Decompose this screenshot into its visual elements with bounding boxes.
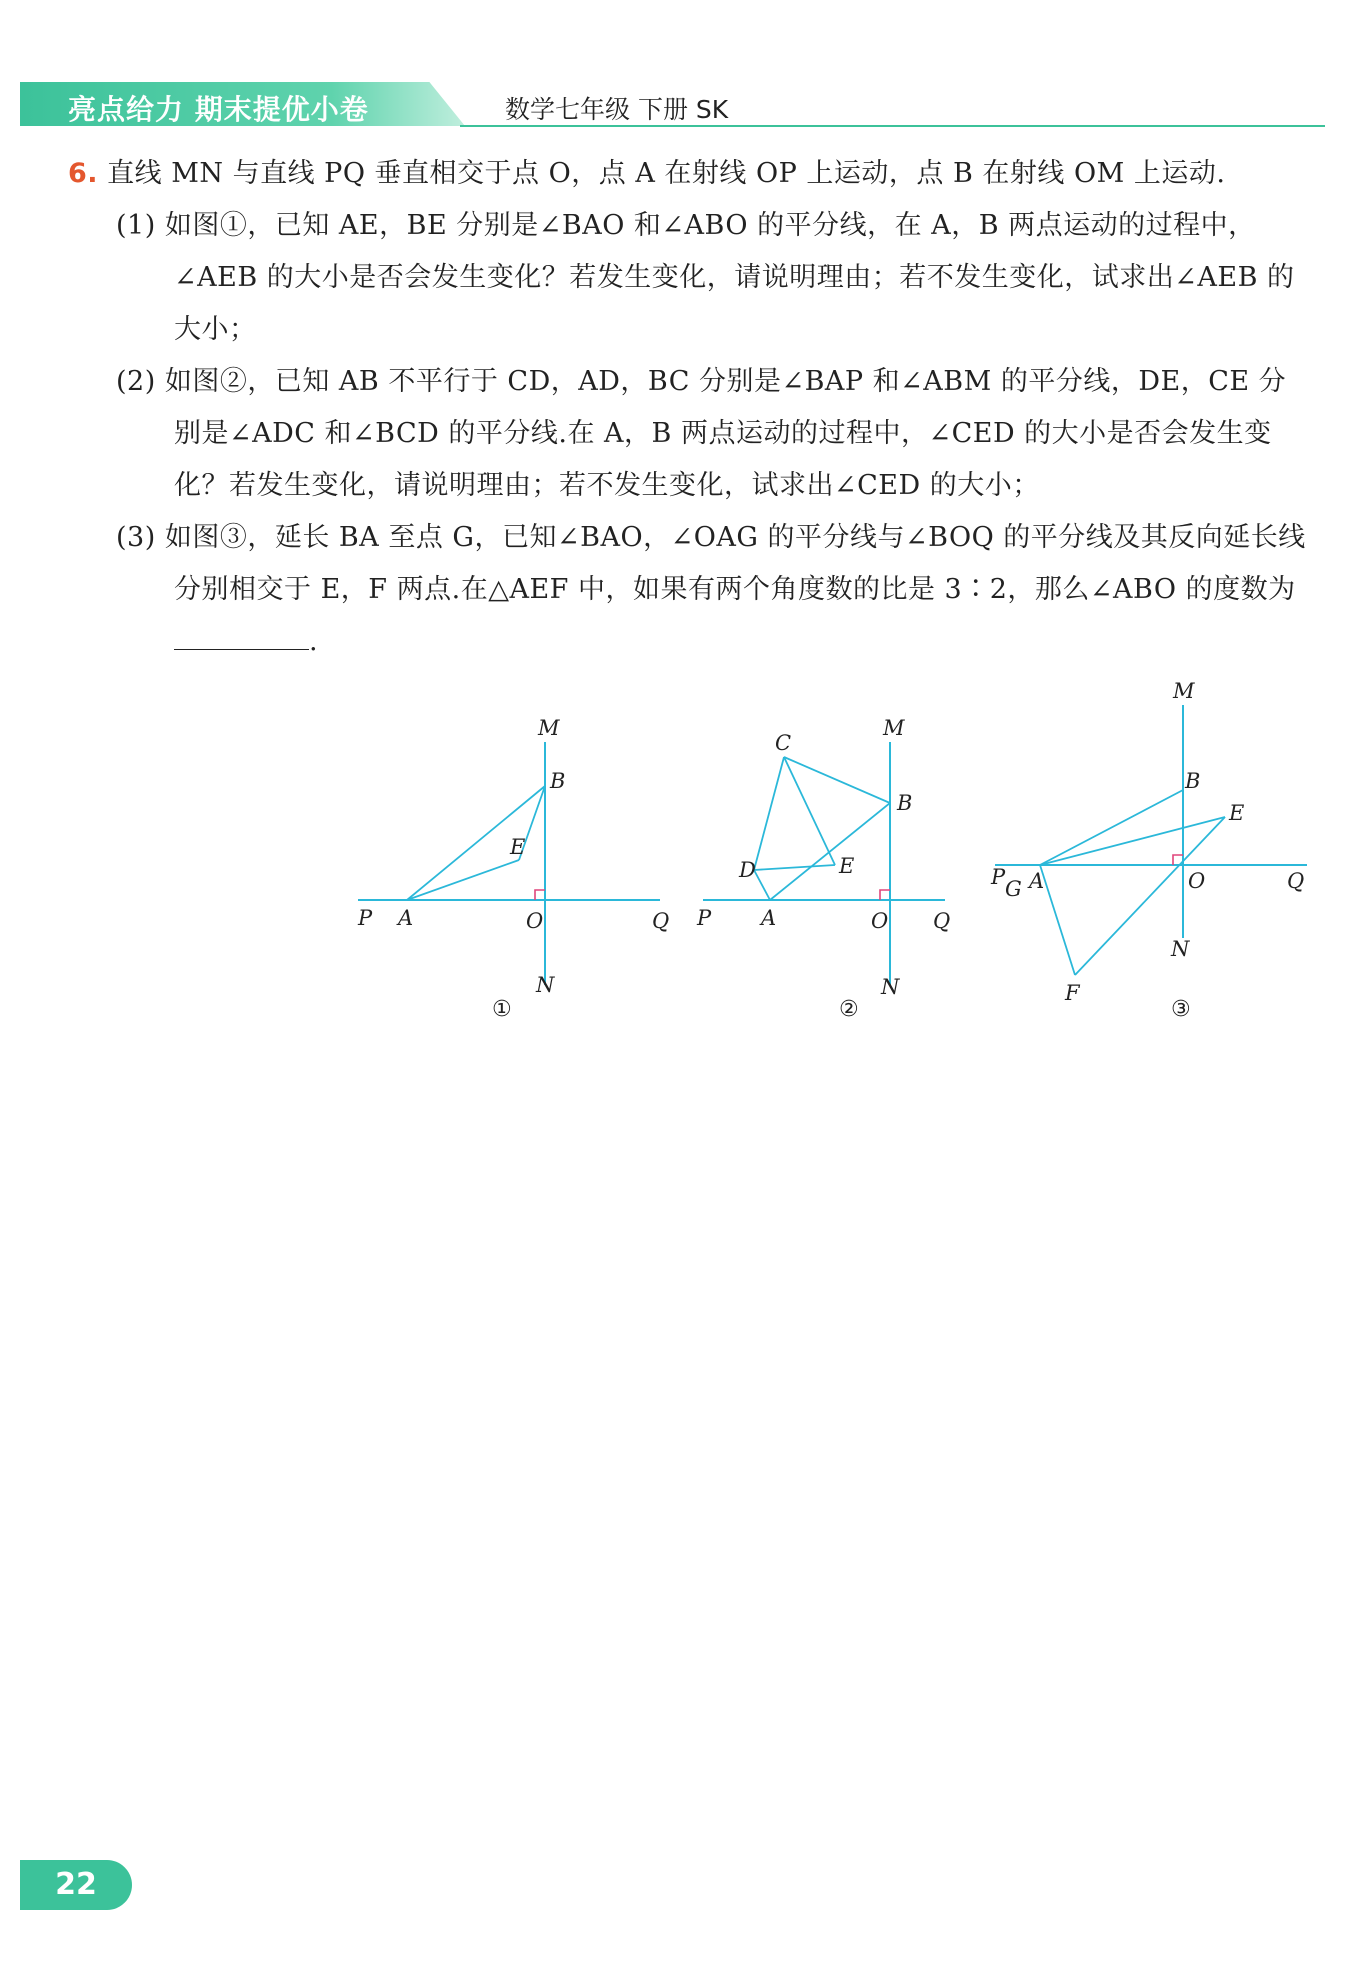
label-b: B — [897, 791, 913, 815]
label-o: O — [526, 909, 544, 933]
label-c: C — [775, 731, 792, 755]
stem-text: 直线 MN 与直线 PQ 垂直相交于点 O，点 A 在射线 OP 上运动，点 B 在射线 OM 上运动. — [107, 158, 1226, 189]
label-m: M — [1173, 679, 1195, 703]
figure-3-caption: ③ — [1171, 997, 1191, 1022]
label-a: A — [1029, 869, 1045, 893]
label-f: F — [1065, 981, 1080, 1005]
book-title: 数学七年级 下册 SK — [505, 95, 729, 124]
label-n: N — [881, 975, 900, 999]
label-b: B — [1185, 769, 1201, 793]
figure-2-diagram — [695, 710, 995, 1030]
part-3-end: . — [309, 626, 319, 657]
figure-1 — [350, 710, 680, 1030]
label-p: P — [991, 865, 1006, 889]
label-n: N — [1171, 937, 1190, 961]
segment-de — [754, 865, 835, 870]
label-o: O — [871, 909, 889, 933]
label-q: Q — [652, 909, 670, 933]
segment-ad — [754, 870, 770, 900]
right-angle-mark — [880, 890, 890, 900]
part-1: (1) 如图①，已知 AE，BE 分别是∠BAO 和∠ABO 的平分线，在 A，B 两点运动的过程中，∠AEB 的大小是否会发生变化？若发生变化，请说明理由；若不发生变化，试求出∠AEB 的大小； — [116, 210, 1295, 345]
part-2: (2) 如图②，已知 AB 不平行于 CD，AD，BC 分别是∠BAP 和∠ABM 的平分线，DE，CE 分别是∠ADC 和∠BCD 的平分线.在 A，B 两点运动的过程中，∠CED 的大小是否会发生变化？若发生变化，请说明理由；若不发生变化，试求出∠CED 的大小； — [116, 366, 1287, 501]
question-stem — [68, 148, 1308, 200]
label-m: M — [883, 716, 905, 740]
series-title: 亮点给力 期末提优小卷 — [68, 93, 369, 126]
figure-1-diagram — [350, 710, 680, 1030]
label-q: Q — [1287, 869, 1305, 893]
label-a: A — [398, 906, 414, 930]
label-m: M — [538, 716, 560, 740]
figure-2 — [695, 710, 995, 1030]
label-a: A — [761, 906, 777, 930]
answer-blank[interactable] — [174, 623, 309, 650]
part-3-text: (3) 如图③，延长 BA 至点 G，已知∠BAO，∠OAG 的平分线与∠BOQ 的平分线及其反向延长线分别相交于 E，F 两点.在△AEF 中，如果有两个角度数的比是 3∶2，那么∠ABO 的度数为 — [116, 522, 1306, 605]
segment-af — [1040, 865, 1075, 975]
label-g: G — [1005, 877, 1022, 901]
label-b: B — [550, 769, 566, 793]
question-number: 6. — [68, 158, 99, 189]
segment-ab — [770, 803, 890, 900]
label-p: P — [358, 906, 373, 930]
figure-3-diagram — [985, 670, 1315, 1030]
figure-1-caption: ① — [492, 997, 512, 1022]
figure-2-caption: ② — [839, 997, 859, 1022]
label-e: E — [839, 854, 855, 878]
part-3 — [68, 512, 1308, 668]
right-angle-mark — [535, 890, 545, 900]
header-divider — [460, 125, 1325, 127]
segment-ba — [1040, 790, 1183, 865]
question-6 — [68, 148, 1308, 668]
page-number: 22 — [20, 1860, 132, 1910]
label-q: Q — [933, 909, 951, 933]
figure-3 — [985, 670, 1315, 1030]
label-e: E — [510, 835, 526, 859]
label-d: D — [739, 858, 756, 882]
label-e: E — [1229, 801, 1245, 825]
segment-ae — [1040, 817, 1225, 865]
segment-ef — [1075, 817, 1225, 975]
segment-cb — [784, 757, 890, 803]
segment-ce — [784, 757, 835, 865]
label-n: N — [536, 973, 555, 997]
segment-dc — [754, 757, 784, 870]
segment-ae — [407, 860, 519, 900]
page-header — [20, 82, 1325, 128]
label-o: O — [1188, 869, 1206, 893]
label-p: P — [697, 906, 712, 930]
